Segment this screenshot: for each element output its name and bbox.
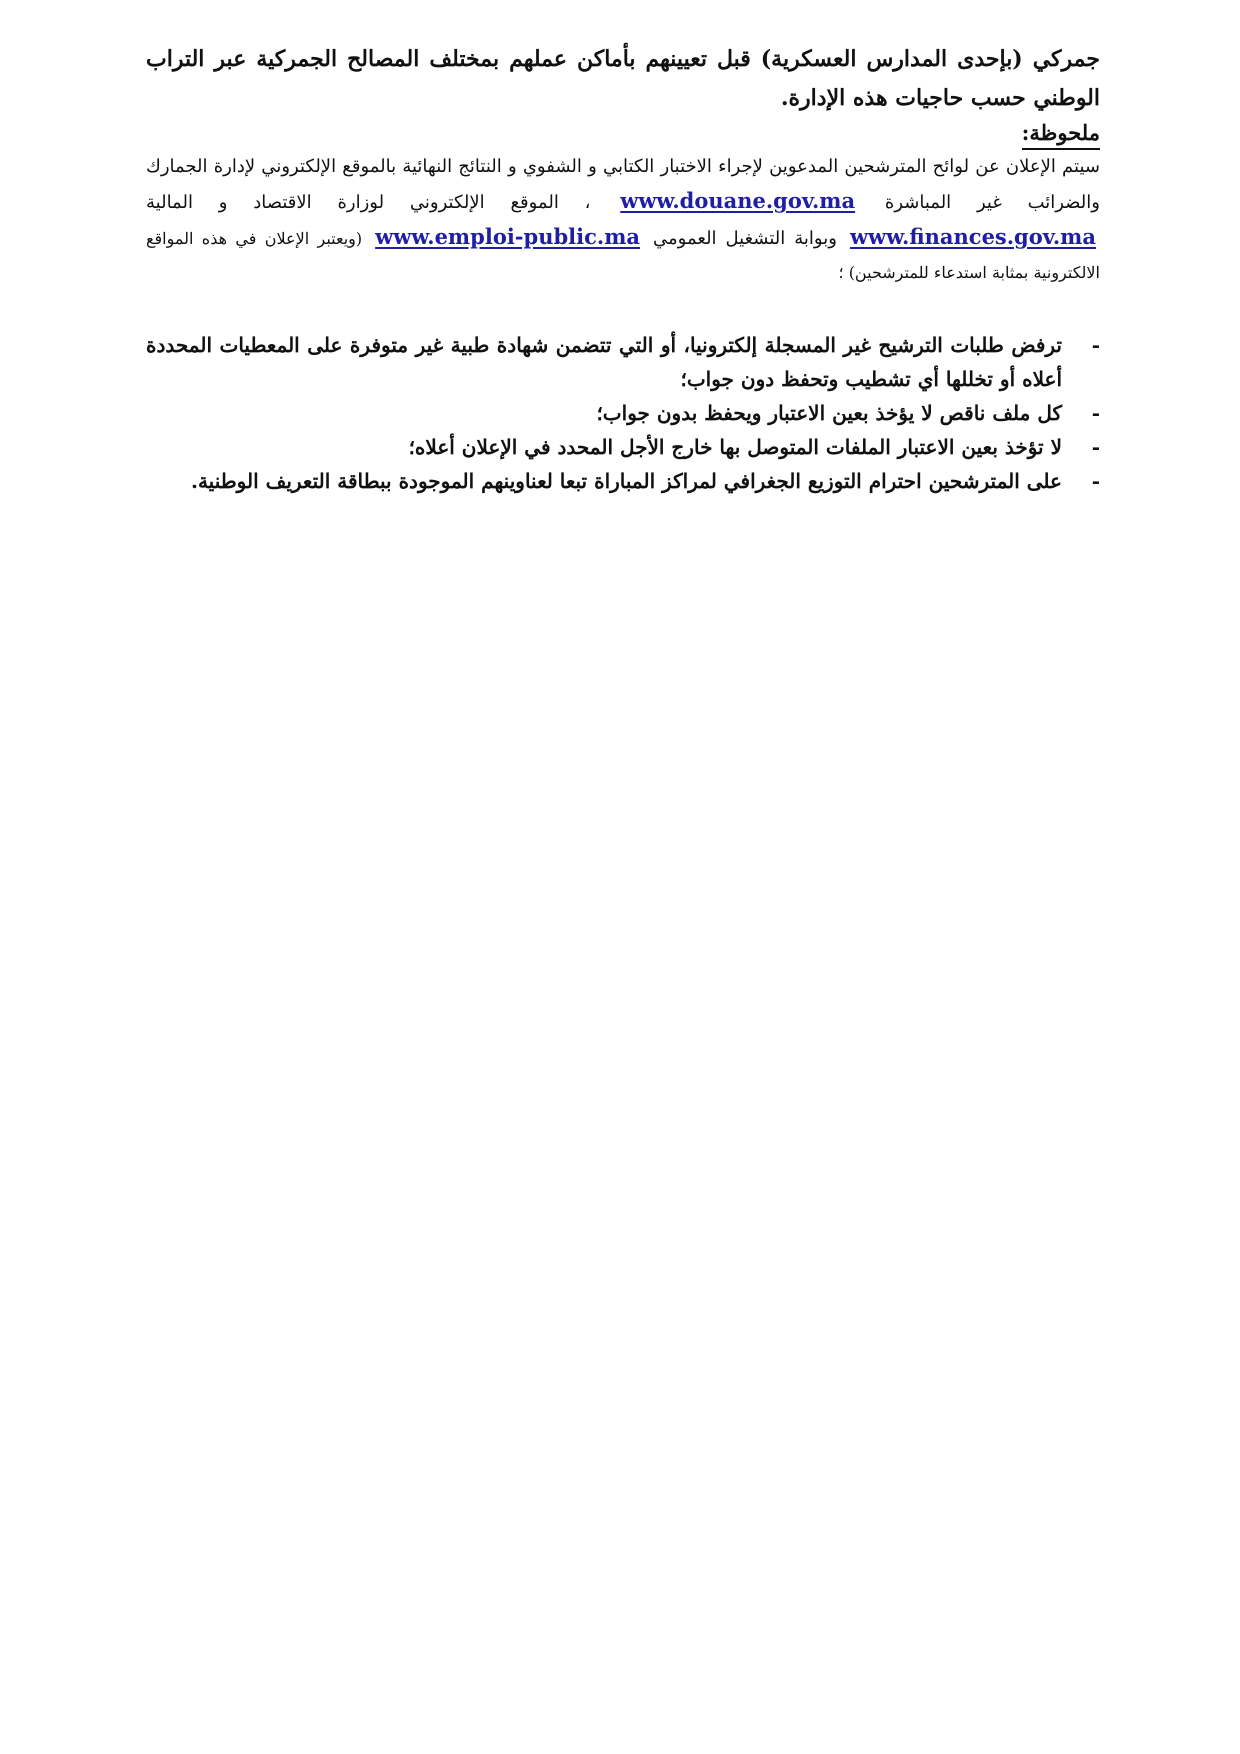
note-text-part-2: ، الموقع الإلكتروني لوزارة الاقتصاد و المالية [146,192,591,213]
rule-text: لا تؤخذ بعين الاعتبار الملفات المتوصل بها خارج الأجل المحدد في الإعلان أعلاه؛ [408,435,1062,459]
note-paragraph [146,150,1100,290]
dash-bullet: - [1091,469,1100,493]
dash-bullet: - [1091,333,1100,357]
rule-text: كل ملف ناقص لا يؤخذ بعين الاعتبار ويحفظ بدون جواب؛ [596,401,1062,425]
rule-text: على المترشحين احترام التوزيع الجغرافي لمراكز المباراة تبعا لعناوينهم الموجودة ببطاقة التعريف الوطنية. [191,469,1062,493]
note-title: ملحوظة: [1022,118,1100,150]
list-item [146,430,1100,464]
list-item [146,464,1100,498]
emploi-public-link[interactable]: www.emploi-public.ma [375,224,641,249]
note-text-part-3: وبوابة التشغيل العمومي [653,228,837,249]
list-item [146,328,1100,396]
intro-paragraph: جمركي (بإحدى المدارس العسكرية) قبل تعيينهم بأماكن عملهم بمختلف المصالح الجمركية عبر التراب الوطني حسب حاجيات هذه الإدارة. [146,46,1100,111]
douane-link[interactable]: www.douane.gov.ma [620,188,856,213]
note-text-part-4: (ويعتبر الإعلان في هذه المواقع الالكترونية بمثابة استدعاء للمترشحين) ؛ [146,229,1100,282]
dash-bullet: - [1091,401,1100,425]
finances-link[interactable]: www.finances.gov.ma [849,224,1096,249]
rules-list [146,328,1100,498]
note-text-part-1: سيتم الإعلان عن لوائح المترشحين المدعوين لإجراء الاختبار الكتابي و الشفوي و النتائج النهائية بالموقع الإلكتروني لإدارة الجمارك والضرائب غير المباشرة [146,156,1100,213]
dash-bullet: - [1091,435,1100,459]
list-item [146,396,1100,430]
document-page [146,40,1100,498]
note-heading-row [146,118,1100,150]
rule-text: ترفض طلبات الترشيح غير المسجلة إلكترونيا، أو التي تتضمن شهادة طبية غير متوفرة على المعطيات المحددة أعلاه أو تخللها أي تشطيب وتحفظ دون جواب؛ [146,333,1063,391]
